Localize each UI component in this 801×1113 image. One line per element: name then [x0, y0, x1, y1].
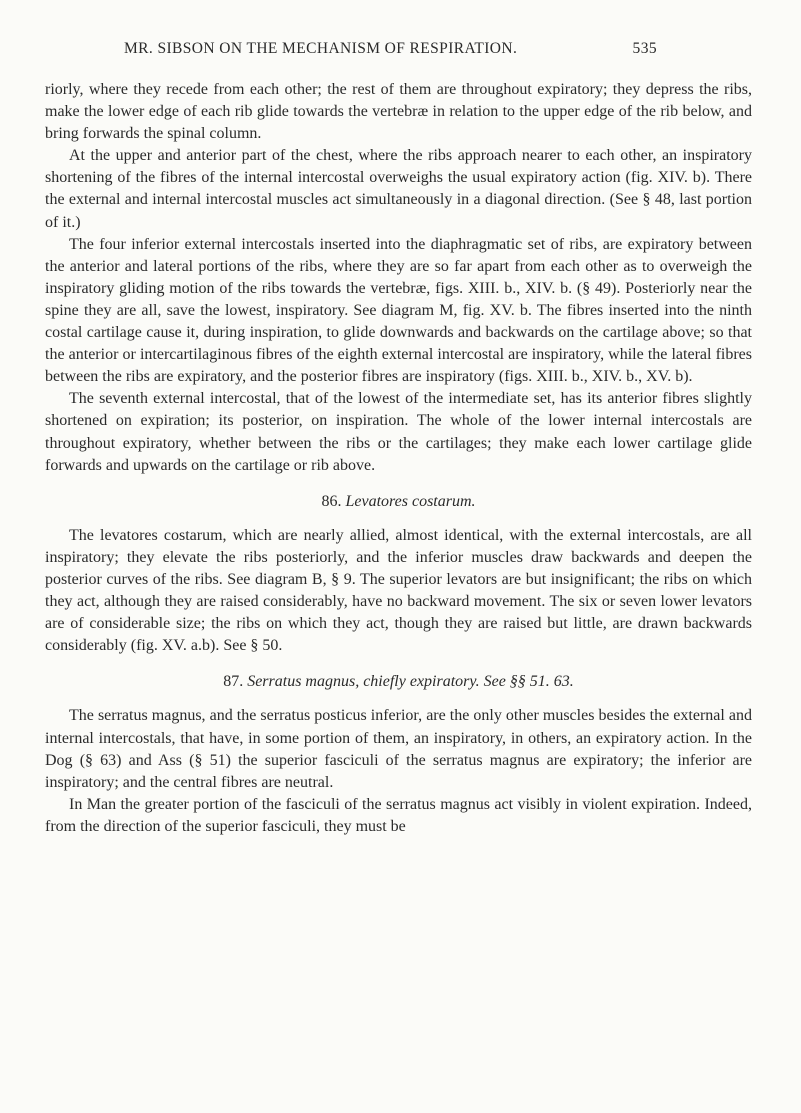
- paragraph: At the upper and anterior part of the chest, where the ribs approach nearer to each other, an inspiratory shortening of the fibres of the internal intercostal overweighs the usual expiratory action (fig. XIV. b). There the external and internal intercostal muscles act simultaneously in a diagonal direction. (See § 48, last portion of it.): [45, 147, 752, 231]
- page-number: 535: [632, 40, 657, 57]
- paragraph: The serratus magnus, and the serratus posticus inferior, are the only other muscles besides the external and internal intercostals, that have, in some portion of them, an inspiratory, in others, an expiratory action. In the Dog (§ 63) and Ass (§ 51) the superior fasciculi of the serratus magnus are expiratory; the inferior are inspiratory; and the central fibres are neutral.: [45, 707, 752, 791]
- running-title: MR. SIBSON ON THE MECHANISM OF RESPIRATION.: [124, 40, 518, 57]
- paragraph: The four inferior external intercostals inserted into the diaphragmatic set of ribs, are expiratory between the anterior and lateral portions of the ribs, where they are so far apart from each other as to overweigh the inspiratory gliding motion of the ribs towards the vertebræ, figs. XIII. b., XIV. b. (§ 49). Posteriorly near the spine they are all, save the lowest, inspiratory. See diagram M, fig. XV. b. The fibres inserted into the ninth costal cartilage cause it, during inspiration, to glide downwards and backwards on the cartilage above; so that the anterior or intercartilaginous fibres of the eighth external intercostal are inspiratory, while the lateral fibres between the ribs are expiratory, and the posterior fibres are inspiratory (figs. XIII. b., XIV. b., XV. b).: [45, 235, 752, 386]
- section-heading-87: [45, 671, 752, 693]
- paragraph: The seventh external intercostal, that of the lowest of the intermediate set, has its anterior fibres slightly shortened on expiration; its posterior, on inspiration. The whole of the lower internal intercostals are throughout expiratory, whether between the ribs or the cartilages; they make each lower cartilage glide forwards and upwards on the cartilage or rib above.: [45, 390, 752, 474]
- section-title: Levatores costarum.: [345, 492, 476, 510]
- section-number: 87.: [223, 673, 244, 691]
- paragraph: The levatores costarum, which are nearly allied, almost identical, with the external intercostals, are all inspiratory; they elevate the ribs posteriorly, and the inferior muscles draw backwards and deepen the posterior curves of the ribs. See diagram B, § 9. The superior levators are but insignificant; the ribs on which they act, although they are raised considerably, have no backward movement. The six or seven lower levators are of considerable size; the ribs on which they act, though they are raised but little, are drawn backwards considerably (fig. XV. a.b). See § 50.: [45, 526, 752, 655]
- paragraph: riorly, where they recede from each other; the rest of them are throughout expiratory; they depress the ribs, make the lower edge of each rib glide towards the vertebræ in relation to the upper edge of the rib below, and bring forwards the spinal column.: [45, 81, 752, 143]
- section-number: 86.: [321, 492, 342, 510]
- paragraph: In Man the greater portion of the fasciculi of the serratus magnus act visibly in violent expiration. Indeed, from the direction of the superior fasciculi, they must be: [45, 795, 752, 835]
- section-title: Serratus magnus, chiefly expiratory. See §§ 51. 63.: [247, 673, 574, 691]
- body-text: [45, 79, 752, 838]
- section-heading-86: [45, 491, 752, 513]
